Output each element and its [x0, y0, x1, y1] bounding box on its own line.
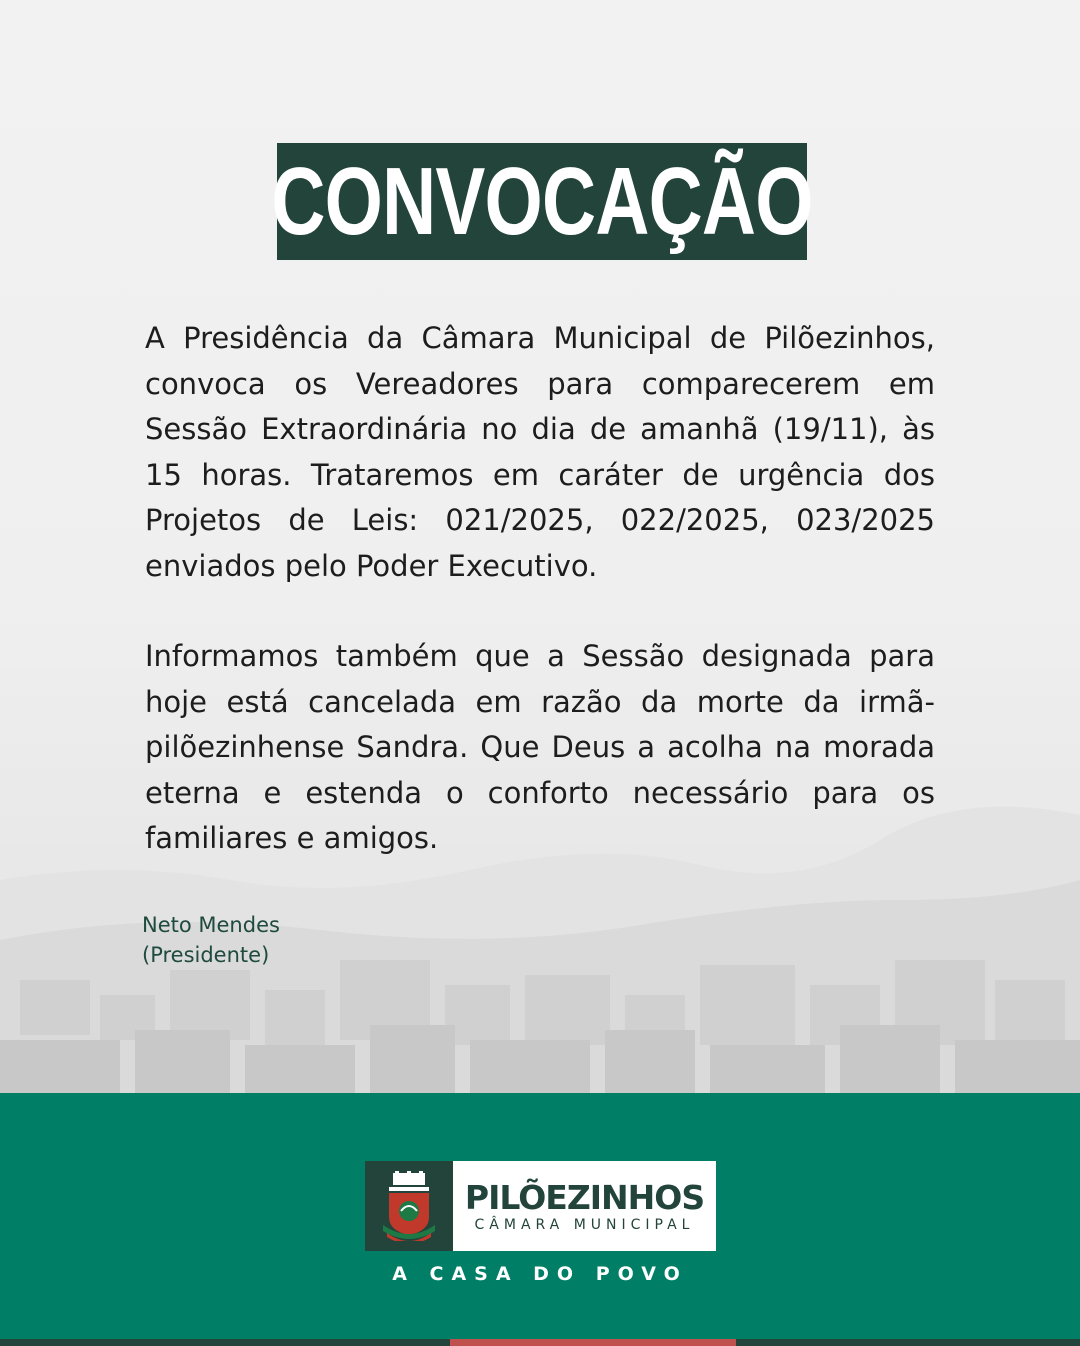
tagline: A CASA DO POVO [392, 1263, 688, 1285]
signature-block [142, 910, 280, 970]
logo-wordmark [453, 1161, 716, 1251]
signature-role: (Presidente) [142, 943, 270, 967]
bottom-stripe-left [0, 1339, 450, 1346]
page-title: CONVOCAÇÃO [271, 147, 813, 255]
bottom-stripe-accent [450, 1339, 736, 1346]
logo-subtitle: CÂMARA MUNICIPAL [474, 1216, 695, 1233]
convocation-paragraph: A Presidência da Câmara Municipal de Pilõezinhos, convoca os Vereadores para comparecerem em Sessão Extraordinária no dia de amanhã (19/11), às 15 horas. Trataremos em caráter de urgência dos Projetos de Leis: 021/2025, 022/2025, 023/2025 enviados pelo Poder Executivo. [145, 321, 935, 583]
signature-name: Neto Mendes [142, 913, 280, 937]
footer [0, 1093, 1080, 1346]
cancellation-paragraph: Informamos também que a Sessão designada para hoje está cancelada em razão da morte da irmã-pilõezinhense Sandra. Que Deus a acolha na morada eterna e estenda o conforto necessário para os familiares e amigos. [145, 639, 935, 855]
chamber-logo [365, 1161, 716, 1251]
coat-of-arms-icon [365, 1161, 453, 1251]
title-banner [271, 143, 813, 260]
bottom-stripe-right [736, 1339, 1080, 1346]
logo-name: PILÕEZINHOS [464, 1177, 705, 1217]
